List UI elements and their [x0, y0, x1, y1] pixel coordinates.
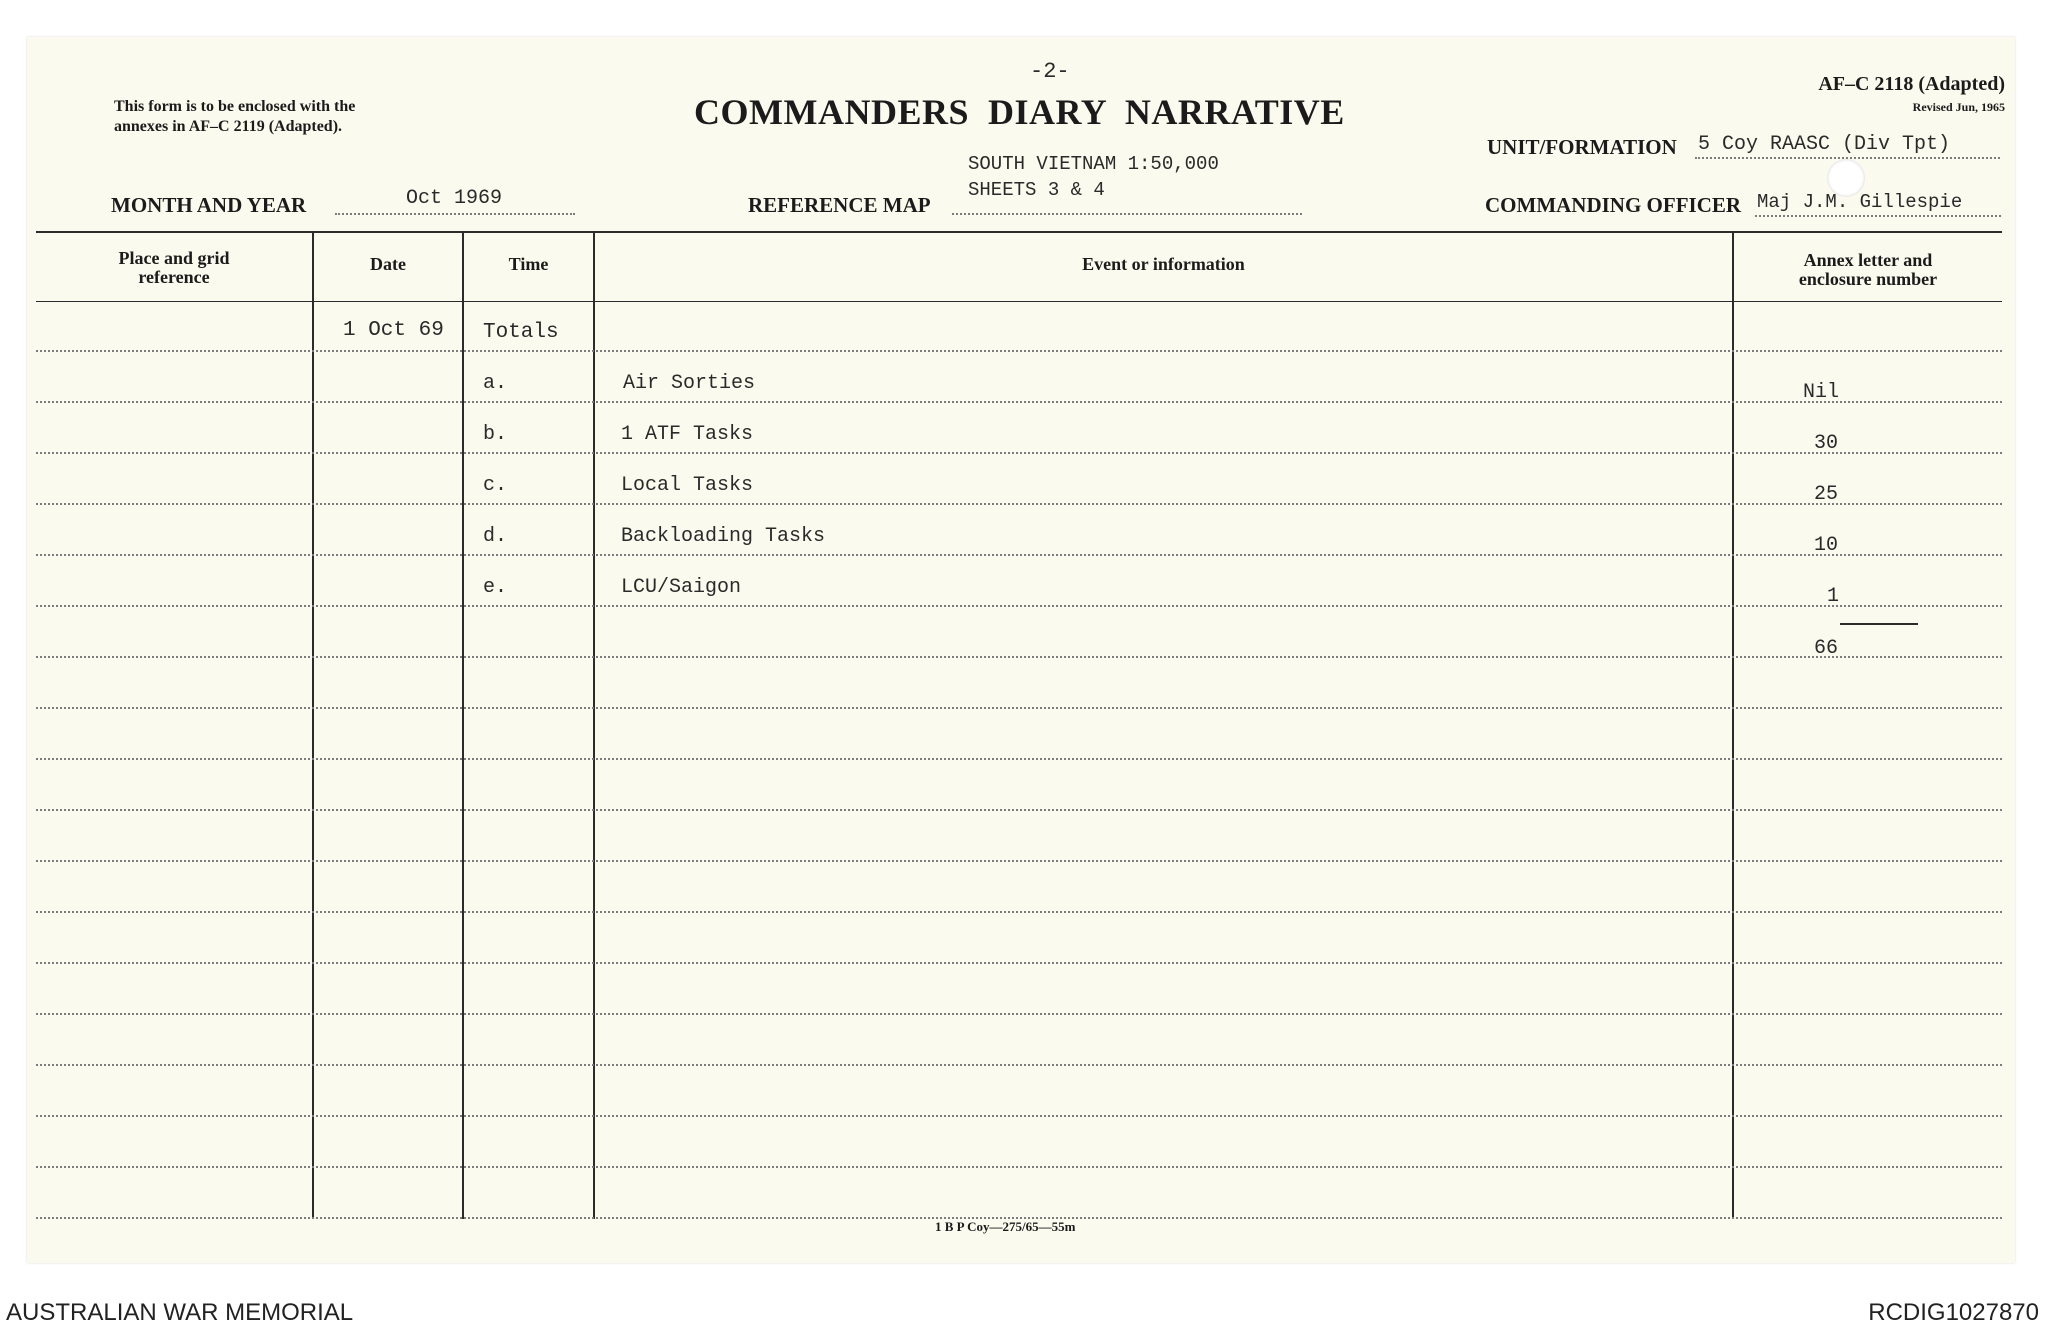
total-underline [1840, 623, 1918, 625]
col-header-annex: Annex letter and enclosure number [1798, 250, 1938, 289]
row-event: Local Tasks [621, 474, 754, 497]
reference-map-value: SOUTH VIETNAM 1:50,000 SHEETS 3 & 4 [968, 153, 1219, 201]
page-number: -2- [1030, 59, 1070, 84]
co-label: COMMANDING OFFICER [1485, 193, 1742, 217]
row-annex: 30 [1814, 432, 1839, 455]
month-year-value: Oct 1969 [406, 187, 503, 210]
row-event: LCU/Saigon [621, 576, 742, 599]
row-annex: 10 [1814, 534, 1839, 557]
unit-value: 5 Coy RAASC (Div Tpt) [1698, 133, 1951, 156]
row-time: Totals [483, 321, 559, 344]
row-time: e. [483, 576, 508, 599]
month-year-label: MONTH AND YEAR [111, 193, 307, 217]
header-divider [36, 301, 2002, 302]
row-date: 1 Oct 69 [343, 319, 444, 342]
unit-label: UNIT/FORMATION [1487, 135, 1677, 159]
row-time: c. [483, 474, 508, 497]
co-value: Maj J.M. Gillespie [1757, 191, 1963, 213]
row-time: b. [483, 423, 508, 446]
archive-label: AUSTRALIAN WAR MEMORIAL [6, 1299, 354, 1326]
row-event: 1 ATF Tasks [621, 423, 754, 446]
form-title: COMMANDERS DIARY NARRATIVE [694, 92, 1345, 132]
col-header-place: Place and grid reference [118, 248, 230, 287]
col-header-time: Time [508, 254, 549, 274]
col-header-event: Event or information [1082, 254, 1245, 274]
row-event: Backloading Tasks [621, 525, 826, 548]
row-annex: Nil [1803, 381, 1840, 404]
form-revised: Revised Jun, 1965 [1912, 100, 2005, 114]
table-top-border [36, 231, 2002, 233]
reference-map-label: REFERENCE MAP [748, 193, 931, 217]
form-code: AF–C 2118 (Adapted) [1818, 73, 2005, 95]
print-reference: 1 B P Coy—275/65—55m [935, 1219, 1076, 1234]
archive-id: RCDIG1027870 [1868, 1299, 2039, 1326]
row-time: a. [483, 372, 508, 395]
row-annex: 25 [1814, 483, 1839, 506]
col-header-date: Date [370, 254, 406, 274]
row-event: Air Sorties [623, 372, 756, 395]
row-time: d. [483, 525, 508, 548]
row-annex: 1 [1827, 585, 1840, 608]
form-sheet [27, 37, 2015, 1263]
row-annex-total: 66 [1814, 637, 1839, 660]
form-instruction: This form is to be enclosed with the annexes in AF–C 2119 (Adapted). [114, 98, 356, 135]
